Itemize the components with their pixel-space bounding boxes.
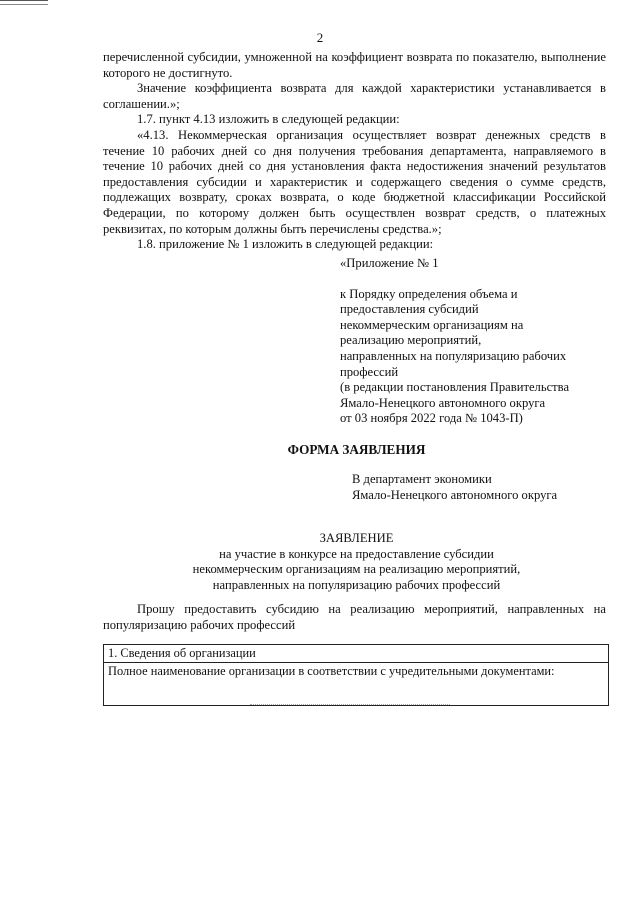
paragraph-4: «4.13. Некоммерческая организация осуществляет возврат денежных средств в течение 10 рабочих дней со дня получения требования департамента, направляемого в течение 10 рабочих дней со дня установления факта недостижения значений результатов предоставления субсидии и характеристик и содержащего сведения о сумме средств, подлежащих возврату, сроках возврата, о коде бюджетной классификации Российской Федерации, по которому должен быть осуществлен возврат средств, о платежных реквизитах, по которым должны быть перечислены средства.»; bbox=[103, 127, 606, 236]
request-text bbox=[103, 602, 606, 633]
appendix-line: профессий bbox=[340, 364, 399, 379]
application-heading bbox=[0, 531, 640, 593]
paragraph-5: 1.8. приложение № 1 изложить в следующей редакции: bbox=[137, 237, 434, 252]
appendix-line: реализацию мероприятий, bbox=[340, 333, 482, 348]
application-subtitle-line: некоммерческим организациям на реализацию мероприятий, bbox=[192, 562, 521, 577]
appendix-line: к Порядку определения объема и bbox=[340, 286, 518, 301]
table-row bbox=[104, 645, 609, 663]
appendix-line: некоммерческим организациям на bbox=[340, 317, 524, 332]
scan-artifact-line bbox=[250, 704, 450, 705]
appendix-header bbox=[340, 256, 620, 427]
page-number: 2 bbox=[316, 30, 324, 45]
application-subtitle-line: направленных на популяризацию рабочих профессий bbox=[212, 577, 501, 592]
appendix-line: (в редакции постановления Правительства bbox=[340, 380, 570, 395]
appendix-line: предоставления субсидий bbox=[340, 302, 479, 317]
table-section-header: 1. Сведения об организации bbox=[104, 645, 609, 663]
paragraph-3: 1.7. пункт 4.13 изложить в следующей редакции: bbox=[137, 112, 400, 127]
appendix-line: от 03 ноября 2022 года № 1043-П) bbox=[340, 411, 523, 426]
paragraph-2: Значение коэффициента возврата для каждой характеристики устанавливается в соглашении.»; bbox=[103, 81, 606, 111]
appendix-reference bbox=[340, 287, 620, 427]
appendix-title: «Приложение № 1 bbox=[340, 256, 439, 270]
application-title: ЗАЯВЛЕНИЕ bbox=[319, 531, 394, 545]
addressee bbox=[352, 472, 622, 503]
application-subtitle-line: на участие в конкурсе на предоставление субсидии bbox=[219, 546, 494, 561]
scan-corner-mark bbox=[0, 0, 48, 5]
form-title: ФОРМА ЗАЯВЛЕНИЯ bbox=[287, 442, 426, 457]
addressee-line: В департамент экономики bbox=[352, 472, 492, 486]
appendix-line: Ямало-Ненецкого автономного округа bbox=[340, 395, 546, 410]
appendix-line: направленных на популяризацию рабочих bbox=[340, 348, 567, 363]
request-paragraph: Прошу предоставить субсидию на реализацию мероприятий, направленных на популяризацию рабочих профессий bbox=[103, 602, 606, 632]
table-field-org-name: Полное наименование организации в соответствии с учредительными документами: bbox=[104, 663, 609, 706]
body-text bbox=[103, 50, 606, 253]
table-row bbox=[104, 663, 609, 706]
addressee-line: Ямало-Ненецкого автономного округа bbox=[352, 487, 558, 502]
paragraph-1: перечисленной субсидии, умноженной на коэффициент возврата по показателю, выполнение которого не достигнуто. bbox=[103, 50, 606, 80]
organization-info-table bbox=[103, 644, 609, 706]
